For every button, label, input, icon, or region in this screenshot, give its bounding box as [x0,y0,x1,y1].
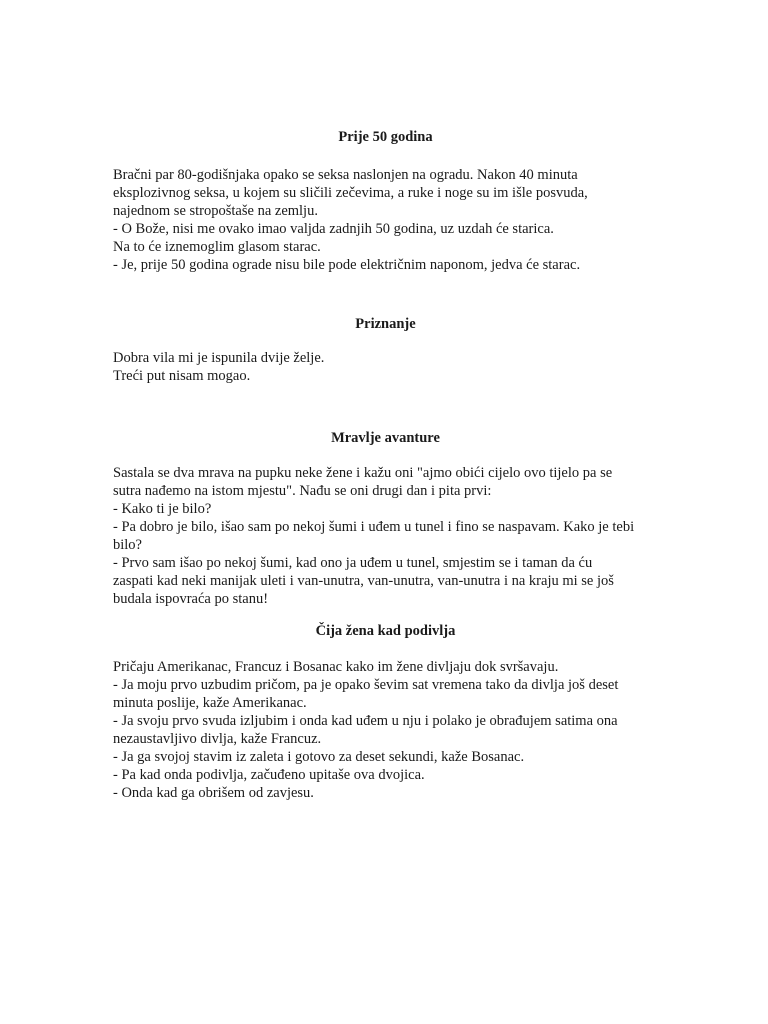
text-line: bilo? [113,537,142,553]
section-mravlje-avanture [113,429,658,608]
text-line: najednom se stropoštaše na zemlju. [113,203,318,219]
section-body [113,166,658,274]
section-title: Čija žena kad podivlja [315,623,456,639]
section-title: Prije 50 godina [338,129,433,145]
section-title: Mravlje avanture [331,430,440,446]
text-line: - Ja moju prvo uzbudim pričom, pa je opako ševim sat vremena tako da divlja još deset [113,677,619,693]
section-cija-zena-kad-podivlja [113,622,658,802]
text-line: - Prvo sam išao po nekoj šumi, kad ono ja uđem u tunel, smjestim se i taman da ću [113,555,593,571]
text-line: zaspati kad neki manijak uleti i van-unutra, van-unutra, van-unutra i na kraju mi se još [113,573,614,589]
text-line: sutra nađemo na istom mjestu". Nađu se oni drugi dan i pita prvi: [113,483,492,499]
text-line: - Ja svoju prvo svuda izljubim i onda kad uđem u nju i polako je obrađujem satima ona [113,713,618,729]
section-title: Priznanje [355,316,416,332]
section-prije-50-godina [113,128,658,274]
text-line: Bračni par 80-godišnjaka opako se seksa naslonjen na ogradu. Nakon 40 minuta [113,167,578,183]
text-line: - Kako ti je bilo? [113,501,212,517]
text-line: - Onda kad ga obrišem od zavjesu. [113,785,314,801]
text-line: - Pa dobro je bilo, išao sam po nekoj šumi i uđem u tunel i fino se naspavam. Kako je tebi [113,519,635,535]
text-line: budala ispovraća po stanu! [113,591,269,607]
text-line: Dobra vila mi je ispunila dvije želje. [113,350,325,366]
text-line: - Je, prije 50 godina ograde nisu bile pode električnim naponom, jedva će starac. [113,257,581,273]
text-line: nezaustavljivo divlja, kaže Francuz. [113,731,322,747]
text-line: - Pa kad onda podivlja, začuđeno upitaše ova dvojica. [113,767,425,783]
section-body [113,464,658,608]
section-body [113,658,658,802]
text-line: Pričaju Amerikanac, Francuz i Bosanac kako im žene divljaju dok svršavaju. [113,659,559,675]
text-line: - Ja ga svojoj stavim iz zaleta i gotovo za deset sekundi, kaže Bosanac. [113,749,525,765]
section-body [113,349,658,385]
text-line: eksplozivnog seksa, u kojem su sličili zečevima, a ruke i noge su im išle posvuda, [113,185,588,201]
text-line: minuta poslije, kaže Amerikanac. [113,695,307,711]
section-priznanje [113,315,658,385]
text-line: Na to će iznemoglim glasom starac. [113,239,321,255]
text-line: Sastala se dva mrava na pupku neke žene i kažu oni "ajmo obići cijelo ovo tijelo pa se [113,465,613,481]
text-line: - O Bože, nisi me ovako imao valjda zadnjih 50 godina, uz uzdah će starica. [113,221,554,237]
text-line: Treći put nisam mogao. [113,368,251,384]
